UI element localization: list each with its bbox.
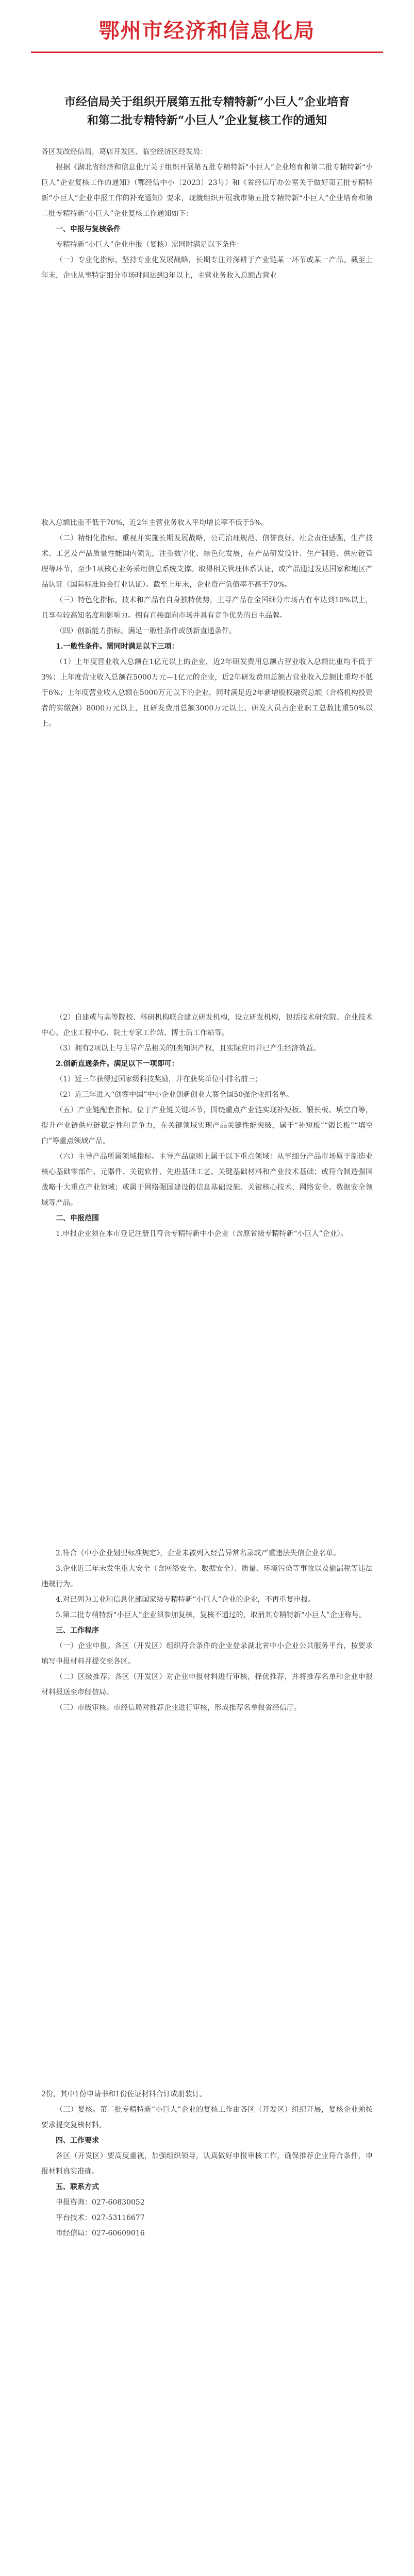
section-4: [41, 1546, 373, 1716]
section-heading: 五、联系方式: [56, 2183, 99, 2191]
contact-line: 平台技术：027-53116677: [56, 2214, 145, 2222]
section-1: [41, 144, 373, 283]
paragraph: （2）自建或与高等院校、科研机构联合建立研发机构，设立研发机构，包括技术研究院、企业技术中心、企业工程中心、院士专家工作站、博士后工作站等。: [41, 1013, 373, 1037]
section-5: [41, 2087, 373, 2241]
contact-line: 申报咨询：027-60830052: [56, 2198, 145, 2207]
paragraph: （1）上年度营业收入总额在1亿元以上的企业，近2年研发费用总额占营业收入总额比重均不低于3%；上年度营业收入总额在5000万元—1亿元的企业，近2年研发费用总额占营业收入总额比重均不低于6%；上年度营业收入总额在5000万元以下的企业，同时满足近2年新增股权融资总额（合格机构投资者的实缴额）8000万元以上，且研发费用总额3000万元以上、研发人员占企业职工总数比重50%以上。: [41, 658, 373, 728]
paragraph: 各区（开发区）要高度重视，加强组织领导，认真做好申报审核工作，确保推荐企业符合条件，申报材料真实准确。: [41, 2152, 373, 2176]
paragraph: （四）创新能力指标。满足一般性条件或创新直通条件。: [56, 627, 236, 635]
org-masthead: 鄂州市经济和信息化局: [98, 19, 316, 43]
section-heading: 三、工作程序: [56, 1626, 99, 1635]
salutation: 各区发改经信局，葛店开发区、临空经济区经发局：: [41, 148, 207, 156]
paragraph: 2.符合《中小企业划型标准规定》，企业未被列入经营异常名录或严重违法失信企业名单。: [56, 1549, 341, 1557]
section-heading: 四、工作要求: [56, 2137, 99, 2145]
sub-heading: 2.创新直通条件。满足以下一项即可：: [56, 1060, 179, 1068]
paragraph: （二）区级推荐。各区（开发区）对企业申报材料进行审核，择优推荐，并将推荐名单和企业申报材料报送至市经信局。: [41, 1673, 373, 1697]
section-heading: 二、申报范围: [56, 1214, 99, 1223]
paragraph: （三）复核。第二批专精特新“小巨人”企业的复核工作由各区（开发区）组织开展，复核企业须按要求提交复核材料。: [41, 2106, 373, 2129]
paragraph: （1）近三年获得过国家级科技奖励，并在获奖单位中排名前三；: [56, 1075, 262, 1083]
sub-heading: 1.一般性条件。需同时满足以下三项：: [56, 642, 179, 651]
paragraph: 4.对已列为工业和信息化部国家级专精特新“小巨人”企业的企业，不再重复申报。: [56, 1596, 316, 1604]
paragraph: 5.第二批专精特新“小巨人”企业须参加复核，复核不通过的，取消其专精特新“小巨人”企业称号。: [56, 1611, 366, 1619]
paragraph: 专精特新“小巨人”企业申报（复核）需同时满足以下条件：: [56, 241, 244, 249]
paragraph: 3.企业近三年未发生重大安全（含网络安全、数据安全）、质量、环境污染等事故以及偷漏税等违法违规行为。: [41, 1565, 373, 1588]
paragraph: （三）特色化指标。技术和产品有自身独特优势，主导产品在全国细分市场占有率达到10%以上，且享有较高知名度和影响力。拥有直接面向市场并具有竞争优势的自主品牌。: [41, 596, 373, 620]
paragraph: （二）精细化指标。重视并实施长期发展战略，公司治理规范、信誉良好、社会责任感强，生产技术、工艺及产品质量性能国内领先，注重数字化、绿色化发展，在产品研发设计、生产制造、供应链管理等环节，至少1项核心业务采用信息系统支撑。取得相关管理体系认证，或产品通过发达国家和地区产品认证（国际标准协会行业认证）。截至上年末，企业资产负债率不高于70%。: [41, 534, 373, 589]
paragraph: 收入总额比重不低于70%，近2年主营业务收入平均增长率不低于5%。: [41, 519, 269, 527]
section-heading: 一、申报与复核条件: [56, 225, 121, 233]
paragraph: 1.申报企业须在本市登记注册且符合专精特新中小企业（含原省级专精特新“小巨人”企业）。: [56, 1230, 348, 1238]
masthead-rule: [31, 52, 383, 53]
paragraph: （一）企业申报。各区（开发区）组织符合条件的企业登录湖北省中小企业公共服务平台，按要求填写申报材料并提交至各区。: [41, 1642, 373, 1666]
paragraph: （2）近三年进入“创客中国”中小企业创新创业大赛全国50强企业组名单。: [56, 1091, 294, 1099]
section-3: [41, 1010, 373, 1242]
paragraph: （3）拥有2项以上与主导产品相关的Ⅰ类知识产权，且实际应用并已产生经济效益。: [56, 1044, 321, 1053]
paragraph: （五）产业链配套指标。位于产业链关键环节，围绕重点产业链实现补短板、锻长板、填空白等，提升产业链供应链稳定性和竞争力，在关键领域实现产品关键性能突破，属于“补短板”“锻长板”“填空白”等重点领域产品。: [41, 1106, 373, 1145]
paragraph: （一）专业化指标。坚持专业化发展战略，长期专注并深耕于产业链某一环节或某一产品。截至上年末，企业从事特定细分市场时间达到3年以上，主营业务收入总额占营业: [41, 256, 373, 280]
paragraph: （六）主导产品所属领域指标。主导产品原则上属于以下重点领域：从事细分产品市场属于制造业核心基础零部件、元器件、关键软件、先进基础工艺、关键基础材料和产业技术基础；或符合制造强国战略十大重点产业领域；或属于网络强国建设的信息基础设施、关键核心技术、网络安全、数据安全领域等产品。: [41, 1153, 373, 1207]
contact-line: 市经信局：027-60609016: [56, 2229, 145, 2238]
paragraph: 2份，其中1份申请书和1份佐证材料合订成册装订。: [41, 2090, 207, 2098]
document-title: 市经信局关于组织开展第五批专精特新“小巨人”企业培育和第二批专精特新“小巨人”企业复核工作的通知: [64, 95, 350, 127]
paragraph: 根据《湖北省经济和信息化厅关于组织开展第五批专精特新“小巨人”企业培育和第二批专精特新“小巨人”企业复核工作的通知》（鄂经信中小〔2023〕23号）和《省经信厅办公室关于做好第五批专精特新“小巨人”企业申报工作的补充通知》要求，现就组织开展我市第五批专精特新“小巨人”企业培育和第二批专精特新“小巨人”企业复核工作通知如下：: [41, 163, 373, 218]
section-2: [41, 515, 373, 732]
paragraph: （三）市级审核。市经信局对推荐企业进行审核，形成推荐名单报省经信厅。: [56, 1704, 301, 1712]
